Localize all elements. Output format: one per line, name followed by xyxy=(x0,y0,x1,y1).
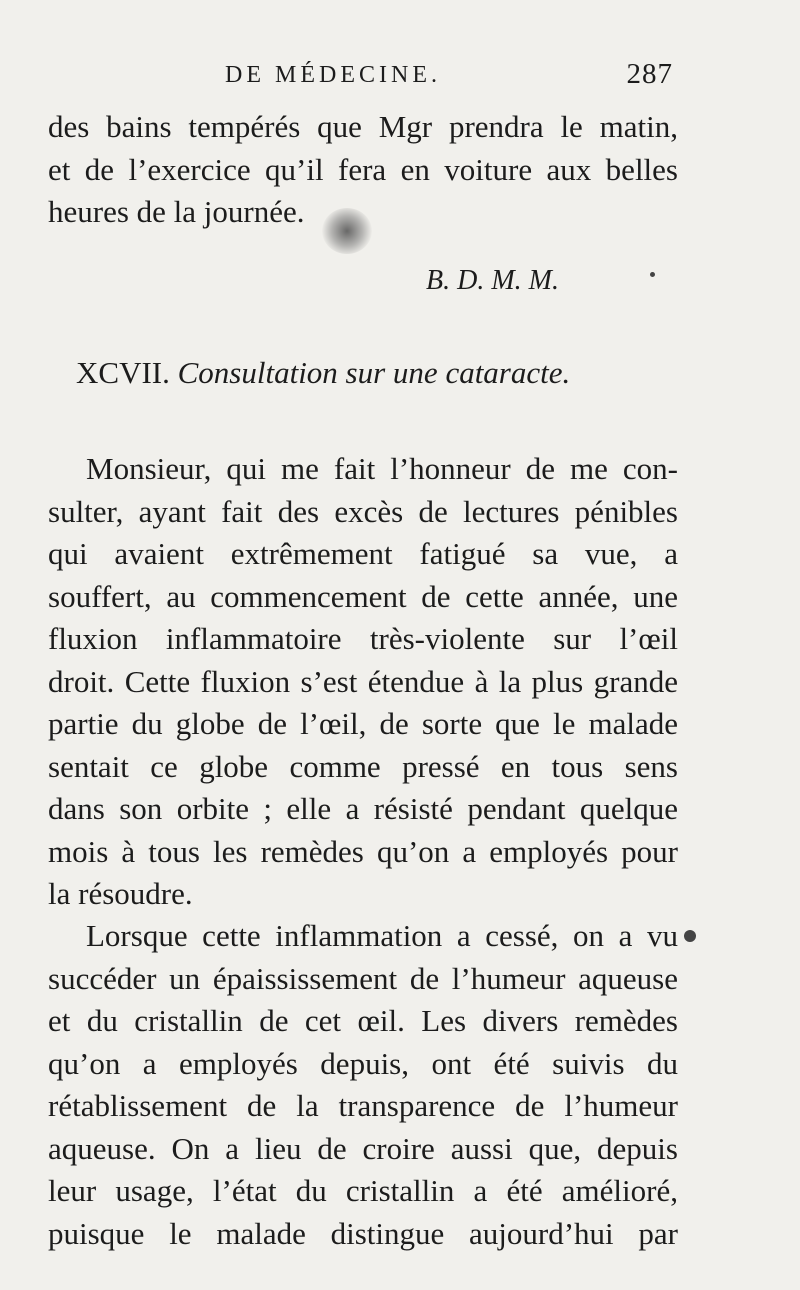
text-line: la résoudre. xyxy=(48,876,193,911)
text-line: puisque le malade distingue aujourd’hui par xyxy=(48,1215,678,1251)
text-line: fluxion inflammatoire très-violente sur l’œil xyxy=(48,621,678,656)
text-line: Monsieur, qui me fait l’honneur de me con- xyxy=(86,451,678,486)
text-line: souffert, au commencement de cette année, une xyxy=(48,578,678,614)
text-line: mois à tous les remèdes qu’on a employés pour xyxy=(48,833,678,869)
paragraph-1 xyxy=(48,448,678,916)
ink-speck xyxy=(684,930,696,942)
section-heading xyxy=(76,355,570,391)
text-line: dans son orbite ; elle a résisté pendant quelque xyxy=(48,791,678,826)
running-title: DE MÉDECINE. xyxy=(225,62,441,88)
text-line: partie du globe de l’œil, de sorte que le malade xyxy=(48,706,678,741)
page-number: 287 xyxy=(626,58,673,90)
section-number: XCVII. xyxy=(76,355,170,390)
text-line: et de l’exercice qu’il fera en voiture aux belles xyxy=(48,151,678,187)
ink-speck xyxy=(650,272,655,277)
paragraph-2 xyxy=(48,915,678,1255)
text-line: droit. Cette fluxion s’est étendue à la plus grande xyxy=(48,663,678,699)
text-line: sulter, ayant fait des excès de lectures pénibles xyxy=(48,493,678,529)
text-line: heures de la journée. xyxy=(48,194,305,229)
text-line: leur usage, l’état du cristallin a été amélioré, xyxy=(48,1173,678,1208)
text-line: qui avaient extrêmement fatigué sa vue, a xyxy=(48,536,678,571)
text-line: et du cristallin de cet œil. Les divers remèdes xyxy=(48,1003,678,1038)
ink-blot xyxy=(322,208,372,254)
text-line: aqueuse. On a lieu de croire aussi que, depuis xyxy=(48,1130,678,1166)
text-line: rétablissement de la transparence de l’humeur xyxy=(48,1088,678,1123)
text-line: qu’on a employés depuis, ont été suivis du xyxy=(48,1045,678,1081)
text-line: des bains tempérés que Mgr prendra le matin, xyxy=(48,109,678,144)
signature: B. D. M. M. xyxy=(426,265,559,296)
text-line: succéder un épaississement de l’humeur aqueuse xyxy=(48,960,678,996)
text-line: sentait ce globe comme pressé en tous sens xyxy=(48,748,678,784)
text-line: Lorsque cette inflammation a cessé, on a vu xyxy=(86,918,678,953)
section-title: Consultation sur une cataracte. xyxy=(177,355,571,390)
